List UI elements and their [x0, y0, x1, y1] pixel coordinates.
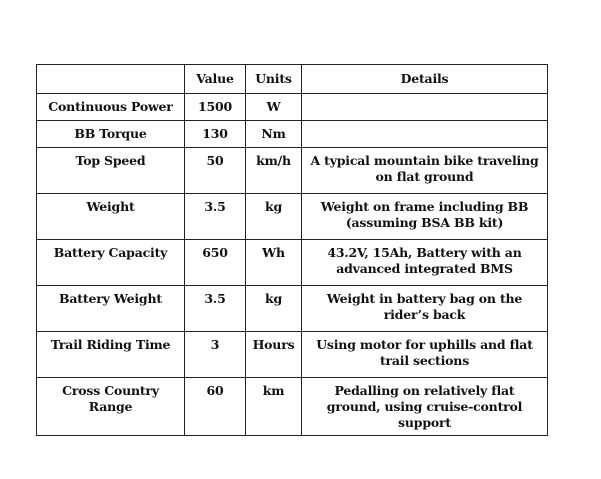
table-row — [37, 148, 548, 194]
row-label: Battery Weight — [37, 286, 185, 332]
row-value: 130 — [185, 121, 246, 148]
row-label: Weight — [37, 194, 185, 240]
row-units: kg — [246, 286, 302, 332]
table-row — [37, 194, 548, 240]
table-row — [37, 378, 548, 436]
row-details — [302, 121, 548, 148]
row-details: Using motor for uphills and flat trail sections — [302, 332, 548, 378]
row-label: Cross Country Range — [37, 378, 185, 436]
row-details: 43.2V, 15Ah, Battery with an advanced integrated BMS — [302, 240, 548, 286]
header-row — [37, 65, 548, 94]
row-value: 60 — [185, 378, 246, 436]
row-units: kg — [246, 194, 302, 240]
row-value: 3.5 — [185, 286, 246, 332]
row-value: 650 — [185, 240, 246, 286]
row-label: Battery Capacity — [37, 240, 185, 286]
row-units: Wh — [246, 240, 302, 286]
row-units: Hours — [246, 332, 302, 378]
row-details: Pedalling on relatively flat ground, using cruise-control support — [302, 378, 548, 436]
row-label: Trail Riding Time — [37, 332, 185, 378]
table-row — [37, 286, 548, 332]
row-details: Weight in battery bag on the rider’s back — [302, 286, 548, 332]
row-label: Continuous Power — [37, 94, 185, 121]
table-row — [37, 240, 548, 286]
row-details: Weight on frame including BB (assuming BSA BB kit) — [302, 194, 548, 240]
row-label: BB Torque — [37, 121, 185, 148]
row-value: 50 — [185, 148, 246, 194]
header-label — [37, 65, 185, 94]
table-row — [37, 94, 548, 121]
header-units: Units — [246, 65, 302, 94]
header-value: Value — [185, 65, 246, 94]
row-units: W — [246, 94, 302, 121]
row-label: Top Speed — [37, 148, 185, 194]
table-row — [37, 332, 548, 378]
row-details — [302, 94, 548, 121]
row-value: 3.5 — [185, 194, 246, 240]
row-units: Nm — [246, 121, 302, 148]
spec-table — [36, 64, 548, 436]
row-value: 1500 — [185, 94, 246, 121]
row-value: 3 — [185, 332, 246, 378]
table-row — [37, 121, 548, 148]
row-units: km — [246, 378, 302, 436]
row-details: A typical mountain bike traveling on flat ground — [302, 148, 548, 194]
header-details: Details — [302, 65, 548, 94]
row-units: km/h — [246, 148, 302, 194]
